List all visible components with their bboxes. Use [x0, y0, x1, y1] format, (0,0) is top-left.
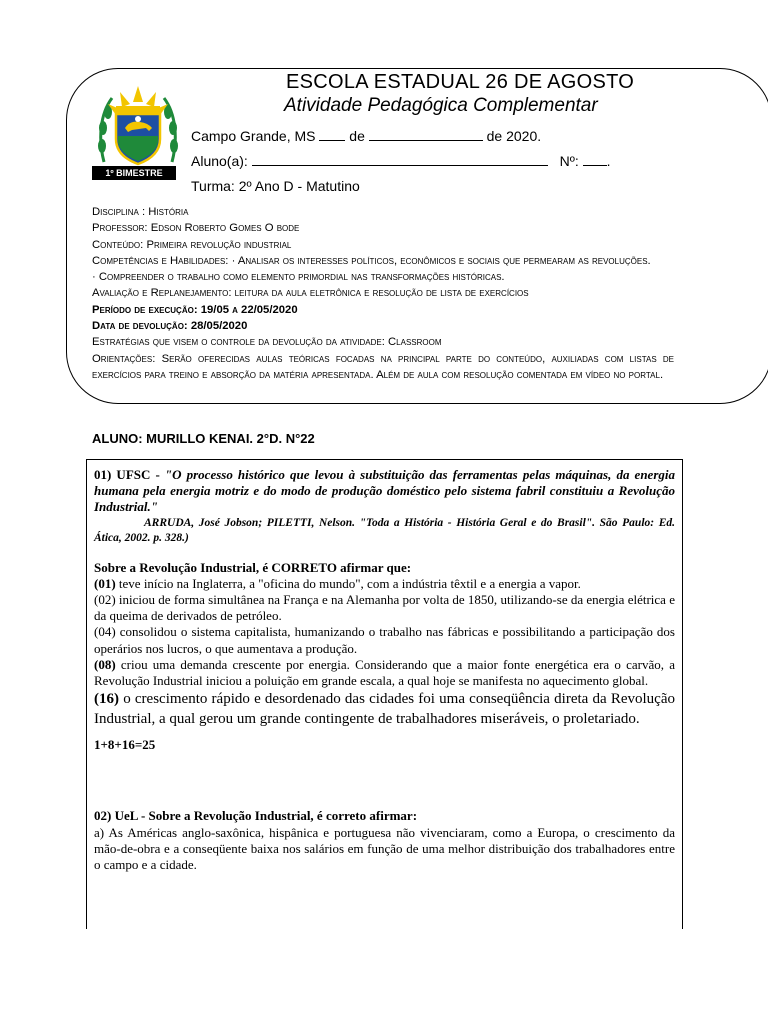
- student-name-blank[interactable]: [252, 153, 548, 166]
- month-blank[interactable]: [369, 128, 483, 141]
- numero-blank[interactable]: [583, 153, 607, 166]
- disciplina-row: Disciplina : História: [92, 206, 189, 218]
- avaliacao-row: Avaliação e Replanejamento: leitura da aula eletrônica e resolução de lista de exercícios: [92, 287, 529, 300]
- q1-option-02: (02) iniciou de forma simultânea na França e na Alemanha por volta de 1850, utilizando-se da energia elétrica e da queima de derivados de petróleo.: [94, 592, 675, 624]
- devolucao-row: Data de devolução: 28/05/2020: [92, 320, 248, 333]
- city-label: Campo Grande, MS: [191, 128, 316, 144]
- q1-option-08: (08) criou uma demanda crescente por energia. Considerando que a maior fonte energética era o carvão, a Revolução Industrial iniciou a poluição em grande escala, a qual hoje se manifesta no aquecimento global.: [94, 656, 675, 689]
- q1-prompt: Sobre a Revolução Industrial, é CORRETO afirmar que:: [94, 559, 412, 575]
- competencias-row-2: · Compreender o trabalho como elemento primordial nas transformações históricas.: [92, 271, 505, 284]
- q1-option-04: (04) consolidou o sistema capitalista, humanizando o trabalho nas fábricas e possibilitando a participação dos operários nos lucros, o que aumentava a produção.: [94, 624, 675, 656]
- q2-option-a: a) As Américas anglo-saxônica, hispânica e portuguesa não vivenciaram, como a Europa, o crescimento da mão-de-obra e a conseqüente baixa nos salários em função de uma melhor distribuição dos trabalhadores entre o campo e a cidade.: [94, 824, 675, 873]
- q1-answer: 1+8+16=25: [94, 737, 156, 753]
- aluno-label: Aluno(a):: [191, 153, 248, 169]
- state-coat-of-arms-icon: [94, 84, 182, 170]
- q2-statement: 02) UeL - Sobre a Revolução Industrial, é correto afirmar:: [94, 808, 418, 824]
- q1-option-01: (01) teve início na Inglaterra, a "oficina do mundo", com a indústria têxtil e a energia a vapor.: [94, 575, 581, 591]
- date-line: [191, 128, 541, 144]
- periodo-row: Período de execução: 19/05 a 22/05/2020: [92, 303, 298, 316]
- professor-row: Professor: Edson Roberto Gomes O bode: [92, 222, 300, 235]
- school-name: ESCOLA ESTADUAL 26 DE AGOSTO: [286, 71, 635, 93]
- q1-option-16: (16) o crescimento rápido e desordenado das cidades foi uma conseqüência direta da Revolução Industrial, a qual gerou um grande contingente de trabalhadores miseráveis, o proletariado.: [94, 691, 675, 728]
- lesson-info: [92, 204, 674, 383]
- day-blank[interactable]: [319, 128, 345, 141]
- estrategias-row: Estratégias que visem o controle da devolução da atividade: Classroom: [92, 336, 442, 349]
- questions-box: [86, 459, 683, 929]
- activity-subtitle: Atividade Pedagógica Complementar: [284, 95, 598, 116]
- student-name-line: [191, 153, 611, 169]
- numero-period: .: [606, 153, 611, 169]
- year-label: de 2020.: [486, 128, 542, 144]
- competencias-row: Competências e Habilidades: · Analisar os interesses políticos, econômicos e sociais que permearam as revoluções.: [92, 254, 651, 267]
- q1-statement: 01) UFSC - "O processo histórico que levou à substituição das ferramentas pelas máquinas, da energia humana pela energia motriz e do modo de produção doméstico pelo sistema fabril constituiu a Revolução Industrial.": [94, 467, 675, 515]
- turma-line: Turma: 2º Ano D - Matutino: [191, 178, 360, 194]
- orientacoes-row: Orientações: Serão oferecidas aulas teóricas focadas na principal parte do conteúdo, auxiliadas com listas de exercícios para treino e absorção da matéria apresentada. Além de aula com resolução comentada em vídeo no portal.: [92, 352, 674, 381]
- de-label: de: [349, 128, 365, 144]
- student-identification: ALUNO: MURILLO KENAI. 2°D. N°22: [92, 431, 315, 446]
- q1-citation: ARRUDA, José Jobson; PILETTI, Nelson. "Toda a História - História Geral e do Brasil". São Paulo: Ed. Ática, 2002. p. 328.): [94, 516, 675, 544]
- numero-label: Nº:: [559, 153, 579, 169]
- conteudo-row: Conteúdo: Primeira revolução industrial: [92, 238, 292, 251]
- bimestre-badge: 1º BIMESTRE: [92, 166, 176, 180]
